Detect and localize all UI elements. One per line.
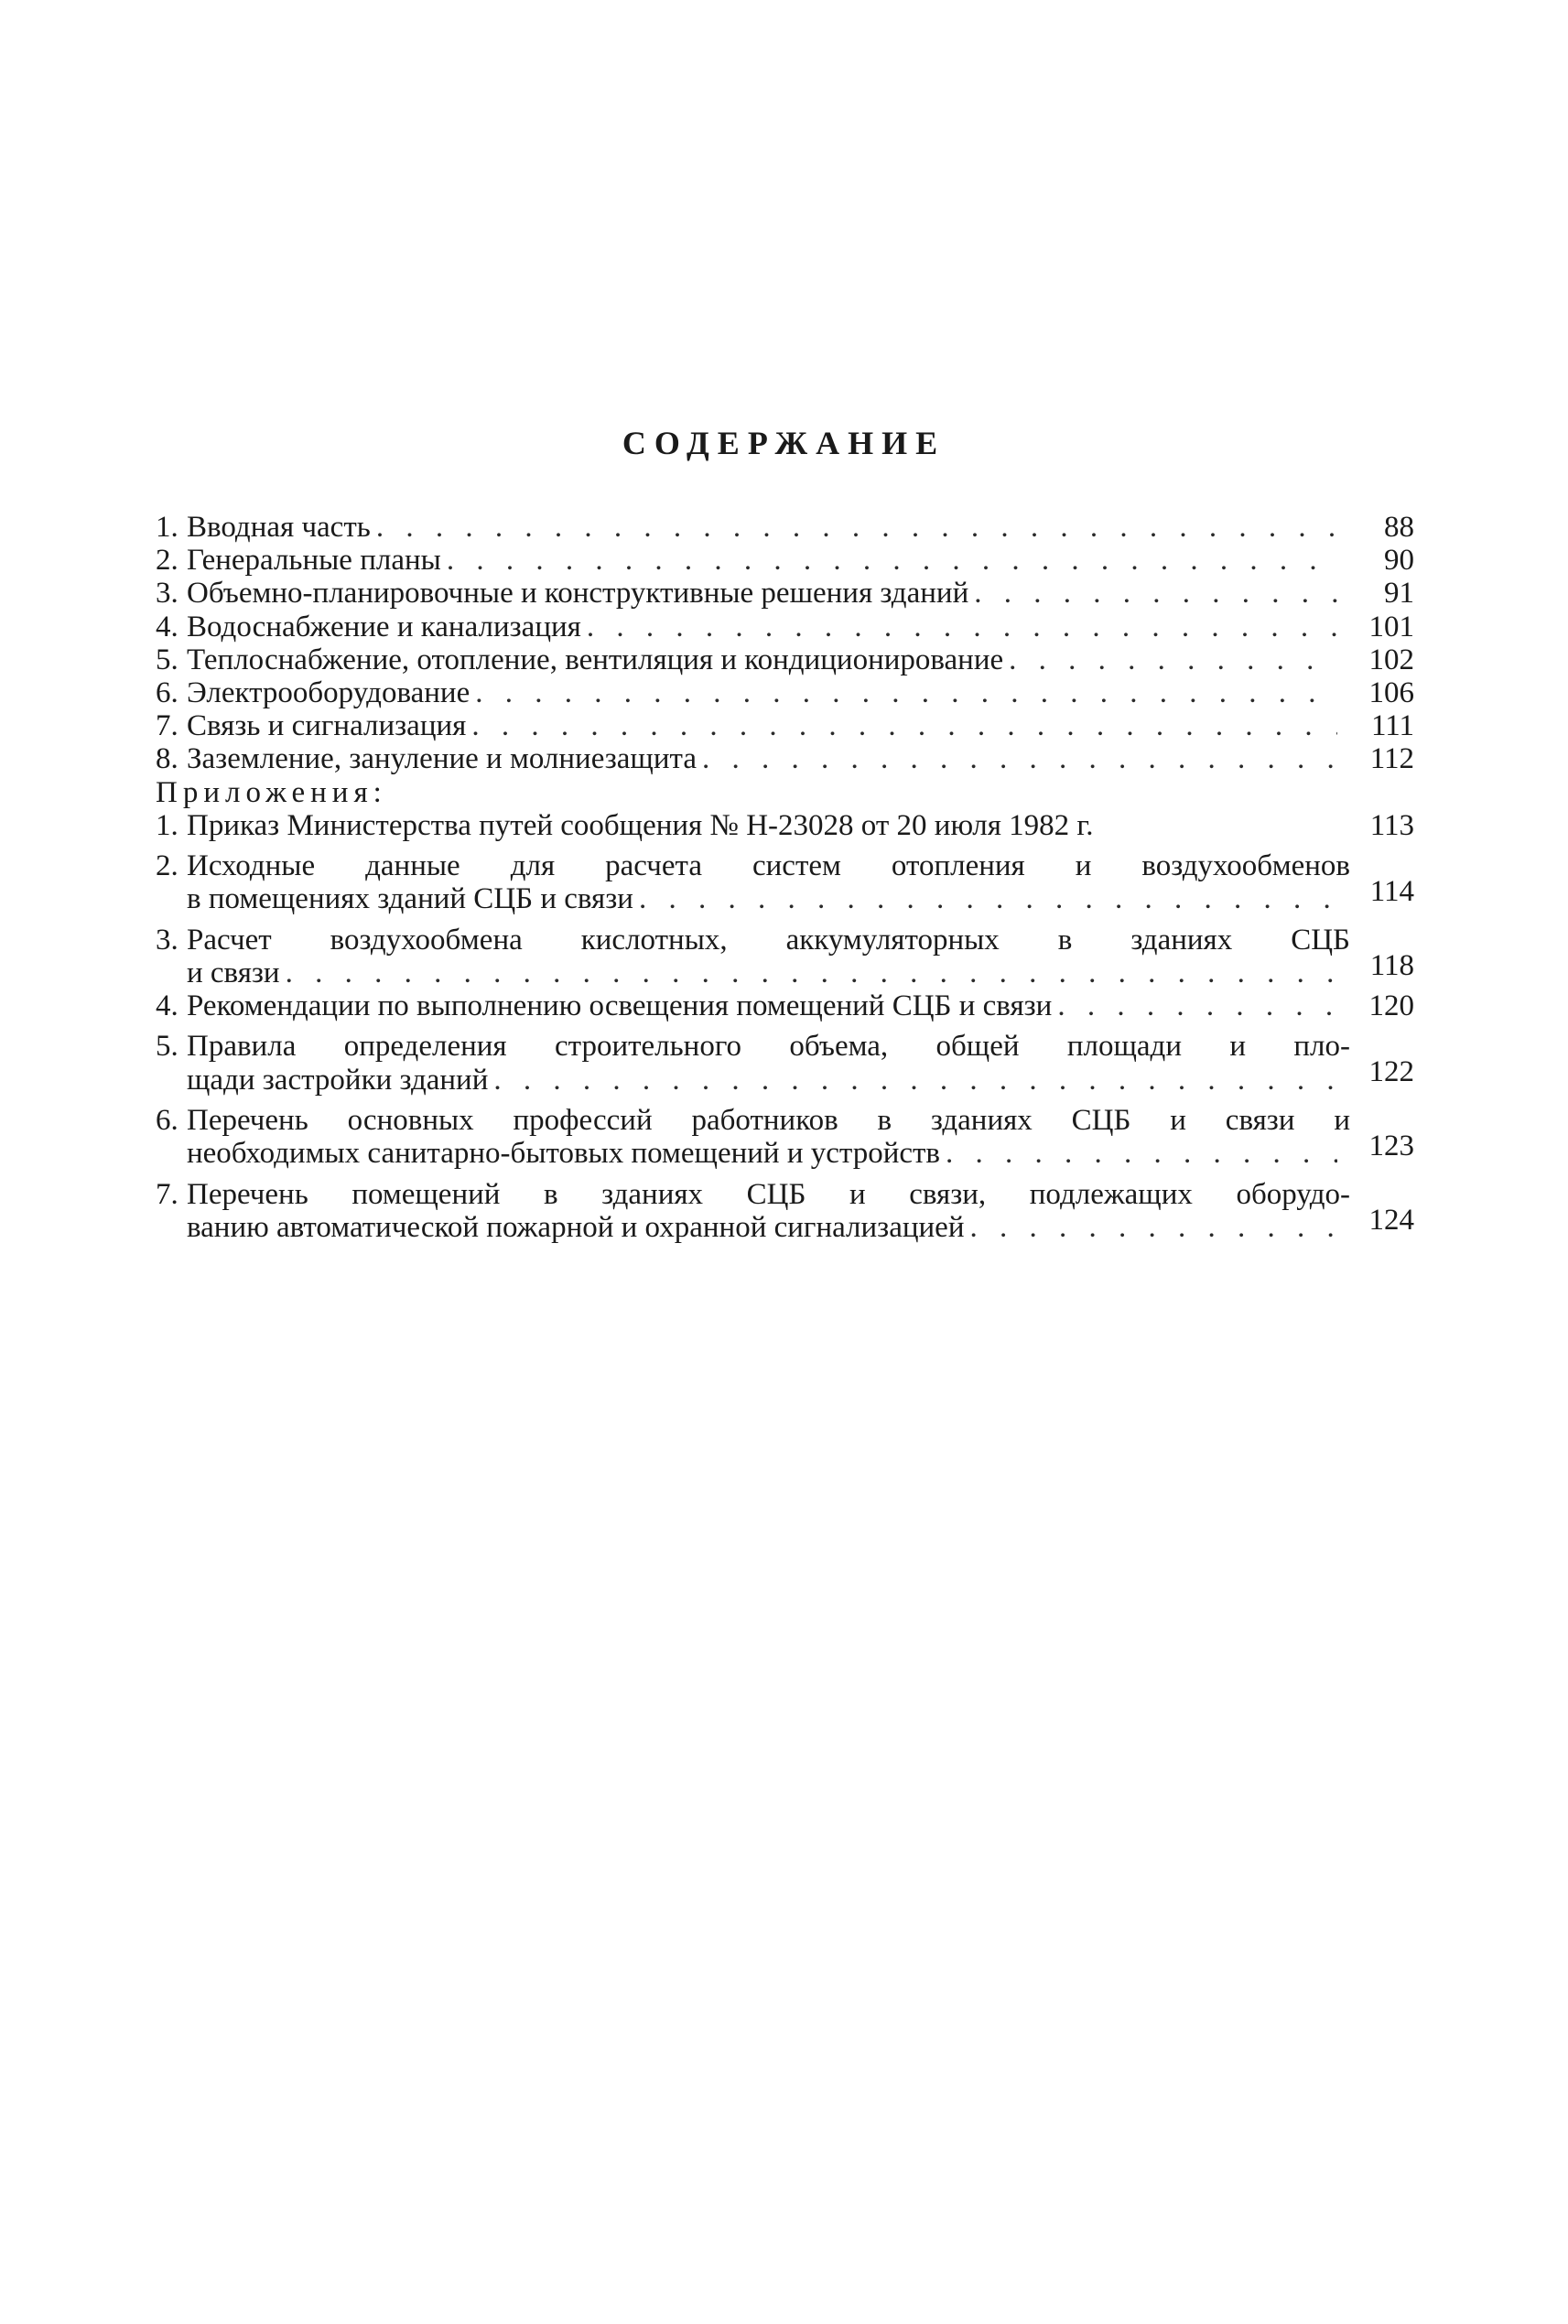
entry-title: Исходные данные для расчета систем отопления и воздухообменов bbox=[187, 849, 1350, 883]
appendix-entry bbox=[156, 1097, 1414, 1171]
entry-number: 8. bbox=[156, 742, 178, 776]
entry-line bbox=[187, 809, 1350, 842]
page-number: 120 bbox=[1368, 989, 1414, 1023]
toc-entry bbox=[156, 742, 1414, 775]
entry-number: 7. bbox=[156, 1177, 178, 1211]
entry-body bbox=[187, 1030, 1350, 1096]
entry-line bbox=[187, 511, 1350, 544]
entry-body bbox=[187, 924, 1350, 989]
page-number: 101 bbox=[1368, 610, 1414, 643]
page-number: 102 bbox=[1368, 643, 1414, 676]
dot-leader bbox=[475, 676, 1337, 709]
entry-line bbox=[187, 676, 1350, 709]
entry-body bbox=[187, 849, 1350, 915]
page-number: 124 bbox=[1368, 1203, 1414, 1237]
page-number: 113 bbox=[1369, 808, 1414, 842]
entry-line bbox=[187, 1030, 1350, 1063]
appendix-entry bbox=[156, 809, 1414, 842]
entry-title: Связь и сигнализация bbox=[187, 709, 467, 743]
entry-title: Приказ Министерства путей сообщения № Н-23028 от 20 июля 1982 г. bbox=[187, 808, 1094, 842]
page-number: 122 bbox=[1368, 1055, 1414, 1089]
dot-leader bbox=[447, 544, 1337, 577]
entry-line bbox=[187, 1064, 1350, 1097]
entry-line bbox=[187, 924, 1350, 957]
entry-number: 7. bbox=[156, 709, 178, 743]
entry-line bbox=[187, 742, 1350, 775]
entry-line bbox=[187, 643, 1350, 676]
entry-body bbox=[187, 1104, 1350, 1170]
entry-line bbox=[187, 882, 1350, 915]
dot-leader bbox=[702, 742, 1337, 775]
table-of-contents bbox=[156, 511, 1414, 1244]
dot-leader bbox=[1057, 989, 1337, 1022]
sections-list bbox=[156, 511, 1414, 776]
entry-line bbox=[187, 1211, 1350, 1244]
entry-title: Водоснабжение и канализация bbox=[187, 610, 581, 643]
entry-number: 6. bbox=[156, 676, 178, 709]
entry-body bbox=[187, 676, 1350, 709]
page-number: 114 bbox=[1369, 875, 1414, 909]
entry-number: 1. bbox=[156, 511, 178, 544]
entry-body bbox=[187, 544, 1350, 577]
page-number: 90 bbox=[1384, 544, 1414, 578]
dot-leader bbox=[493, 1064, 1337, 1097]
entry-title: Правила определения строительного объема, общей площади и пло- bbox=[187, 1030, 1350, 1064]
dot-leader bbox=[970, 1211, 1338, 1244]
entry-number: 5. bbox=[156, 643, 178, 676]
toc-entry bbox=[156, 577, 1414, 610]
page-column bbox=[1350, 1097, 1414, 1162]
page-number: 118 bbox=[1369, 948, 1414, 982]
page-number: 112 bbox=[1369, 742, 1414, 776]
entry-body bbox=[187, 611, 1350, 643]
entry-line bbox=[187, 849, 1350, 882]
entry-body bbox=[187, 989, 1350, 1022]
entry-line bbox=[187, 709, 1350, 742]
entry-body bbox=[187, 709, 1350, 742]
entry-title: Генеральные планы bbox=[187, 544, 441, 578]
toc-entry bbox=[156, 709, 1414, 742]
entry-title: щади застройки зданий bbox=[187, 1063, 489, 1097]
appendix-entry bbox=[156, 842, 1414, 916]
entry-body bbox=[187, 809, 1350, 842]
entry-title: в помещениях зданий СЦБ и связи bbox=[187, 882, 633, 916]
entry-line bbox=[187, 1178, 1350, 1211]
entry-number: 4. bbox=[156, 610, 178, 643]
entry-body bbox=[187, 643, 1350, 676]
dot-leader bbox=[286, 957, 1337, 989]
entry-line bbox=[187, 957, 1350, 989]
entry-body bbox=[187, 511, 1350, 544]
entry-number: 6. bbox=[156, 1103, 178, 1137]
dot-leader bbox=[639, 882, 1337, 915]
dot-leader bbox=[587, 611, 1337, 643]
entry-number: 5. bbox=[156, 1030, 178, 1064]
entry-title: Заземление, зануление и молниезащита bbox=[187, 742, 697, 776]
entry-title: и связи bbox=[187, 956, 280, 989]
entry-line bbox=[187, 611, 1350, 643]
entry-title: Вводная часть bbox=[187, 511, 371, 544]
appendix-entry bbox=[156, 989, 1414, 1022]
entry-line bbox=[187, 1137, 1350, 1170]
page-column bbox=[1350, 842, 1414, 908]
entry-number: 3. bbox=[156, 923, 178, 957]
appendix-heading: Приложения: bbox=[156, 775, 387, 809]
entry-body bbox=[187, 1178, 1350, 1244]
entry-body bbox=[187, 577, 1350, 610]
entry-title: Рекомендации по выполнению освещения помещений СЦБ и связи bbox=[187, 989, 1053, 1023]
dot-leader bbox=[974, 577, 1337, 610]
page-number: 123 bbox=[1368, 1129, 1414, 1162]
entry-line bbox=[187, 1104, 1350, 1137]
entry-number: 2. bbox=[156, 544, 178, 578]
toc-entry bbox=[156, 611, 1414, 643]
page-number: 91 bbox=[1384, 577, 1414, 611]
appendix-entry bbox=[156, 1170, 1414, 1244]
page-column bbox=[1350, 1022, 1414, 1088]
page-number: 111 bbox=[1370, 709, 1414, 743]
page-number: 88 bbox=[1384, 511, 1414, 544]
entry-title: Перечень основных профессий работников в зданиях СЦБ и связи и bbox=[187, 1103, 1350, 1137]
appendix-entry bbox=[156, 915, 1414, 989]
page-title: СОДЕРЖАНИЕ bbox=[622, 425, 946, 461]
toc-entry bbox=[156, 643, 1414, 676]
toc-entry bbox=[156, 511, 1414, 544]
page-column bbox=[1350, 809, 1414, 842]
entry-number: 2. bbox=[156, 849, 178, 883]
entry-line bbox=[187, 989, 1350, 1022]
dot-leader bbox=[946, 1137, 1337, 1170]
entry-title: Объемно-планировочные и конструктивные решения зданий bbox=[187, 577, 969, 611]
entry-line bbox=[187, 577, 1350, 610]
entry-title: ванию автоматической пожарной и охранной сигнализацией bbox=[187, 1210, 965, 1244]
page-number: 106 bbox=[1368, 676, 1414, 709]
toc-entry bbox=[156, 676, 1414, 709]
entry-title: необходимых санитарно-бытовых помещений и устройств bbox=[187, 1137, 941, 1171]
dot-leader bbox=[471, 709, 1337, 742]
page-column bbox=[1350, 915, 1414, 981]
entry-title: Электрооборудование bbox=[187, 676, 470, 709]
entry-body bbox=[187, 742, 1350, 775]
entry-number: 3. bbox=[156, 577, 178, 611]
toc-entry bbox=[156, 544, 1414, 577]
entry-title: Перечень помещений в зданиях СЦБ и связи, подлежащих оборудо- bbox=[187, 1177, 1350, 1211]
dot-leader bbox=[376, 511, 1337, 544]
appendix-entry bbox=[156, 1022, 1414, 1097]
appendices-list bbox=[156, 809, 1414, 1244]
page-column bbox=[1350, 989, 1414, 1022]
dot-leader bbox=[1009, 643, 1337, 676]
entry-number: 1. bbox=[156, 808, 178, 842]
entry-title: Теплоснабжение, отопление, вентиляция и кондиционирование bbox=[187, 643, 1004, 676]
page-column bbox=[1350, 1170, 1414, 1236]
entry-number: 4. bbox=[156, 989, 178, 1023]
entry-line bbox=[187, 544, 1350, 577]
entry-title: Расчет воздухообмена кислотных, аккумуляторных в зданиях СЦБ bbox=[187, 923, 1350, 957]
